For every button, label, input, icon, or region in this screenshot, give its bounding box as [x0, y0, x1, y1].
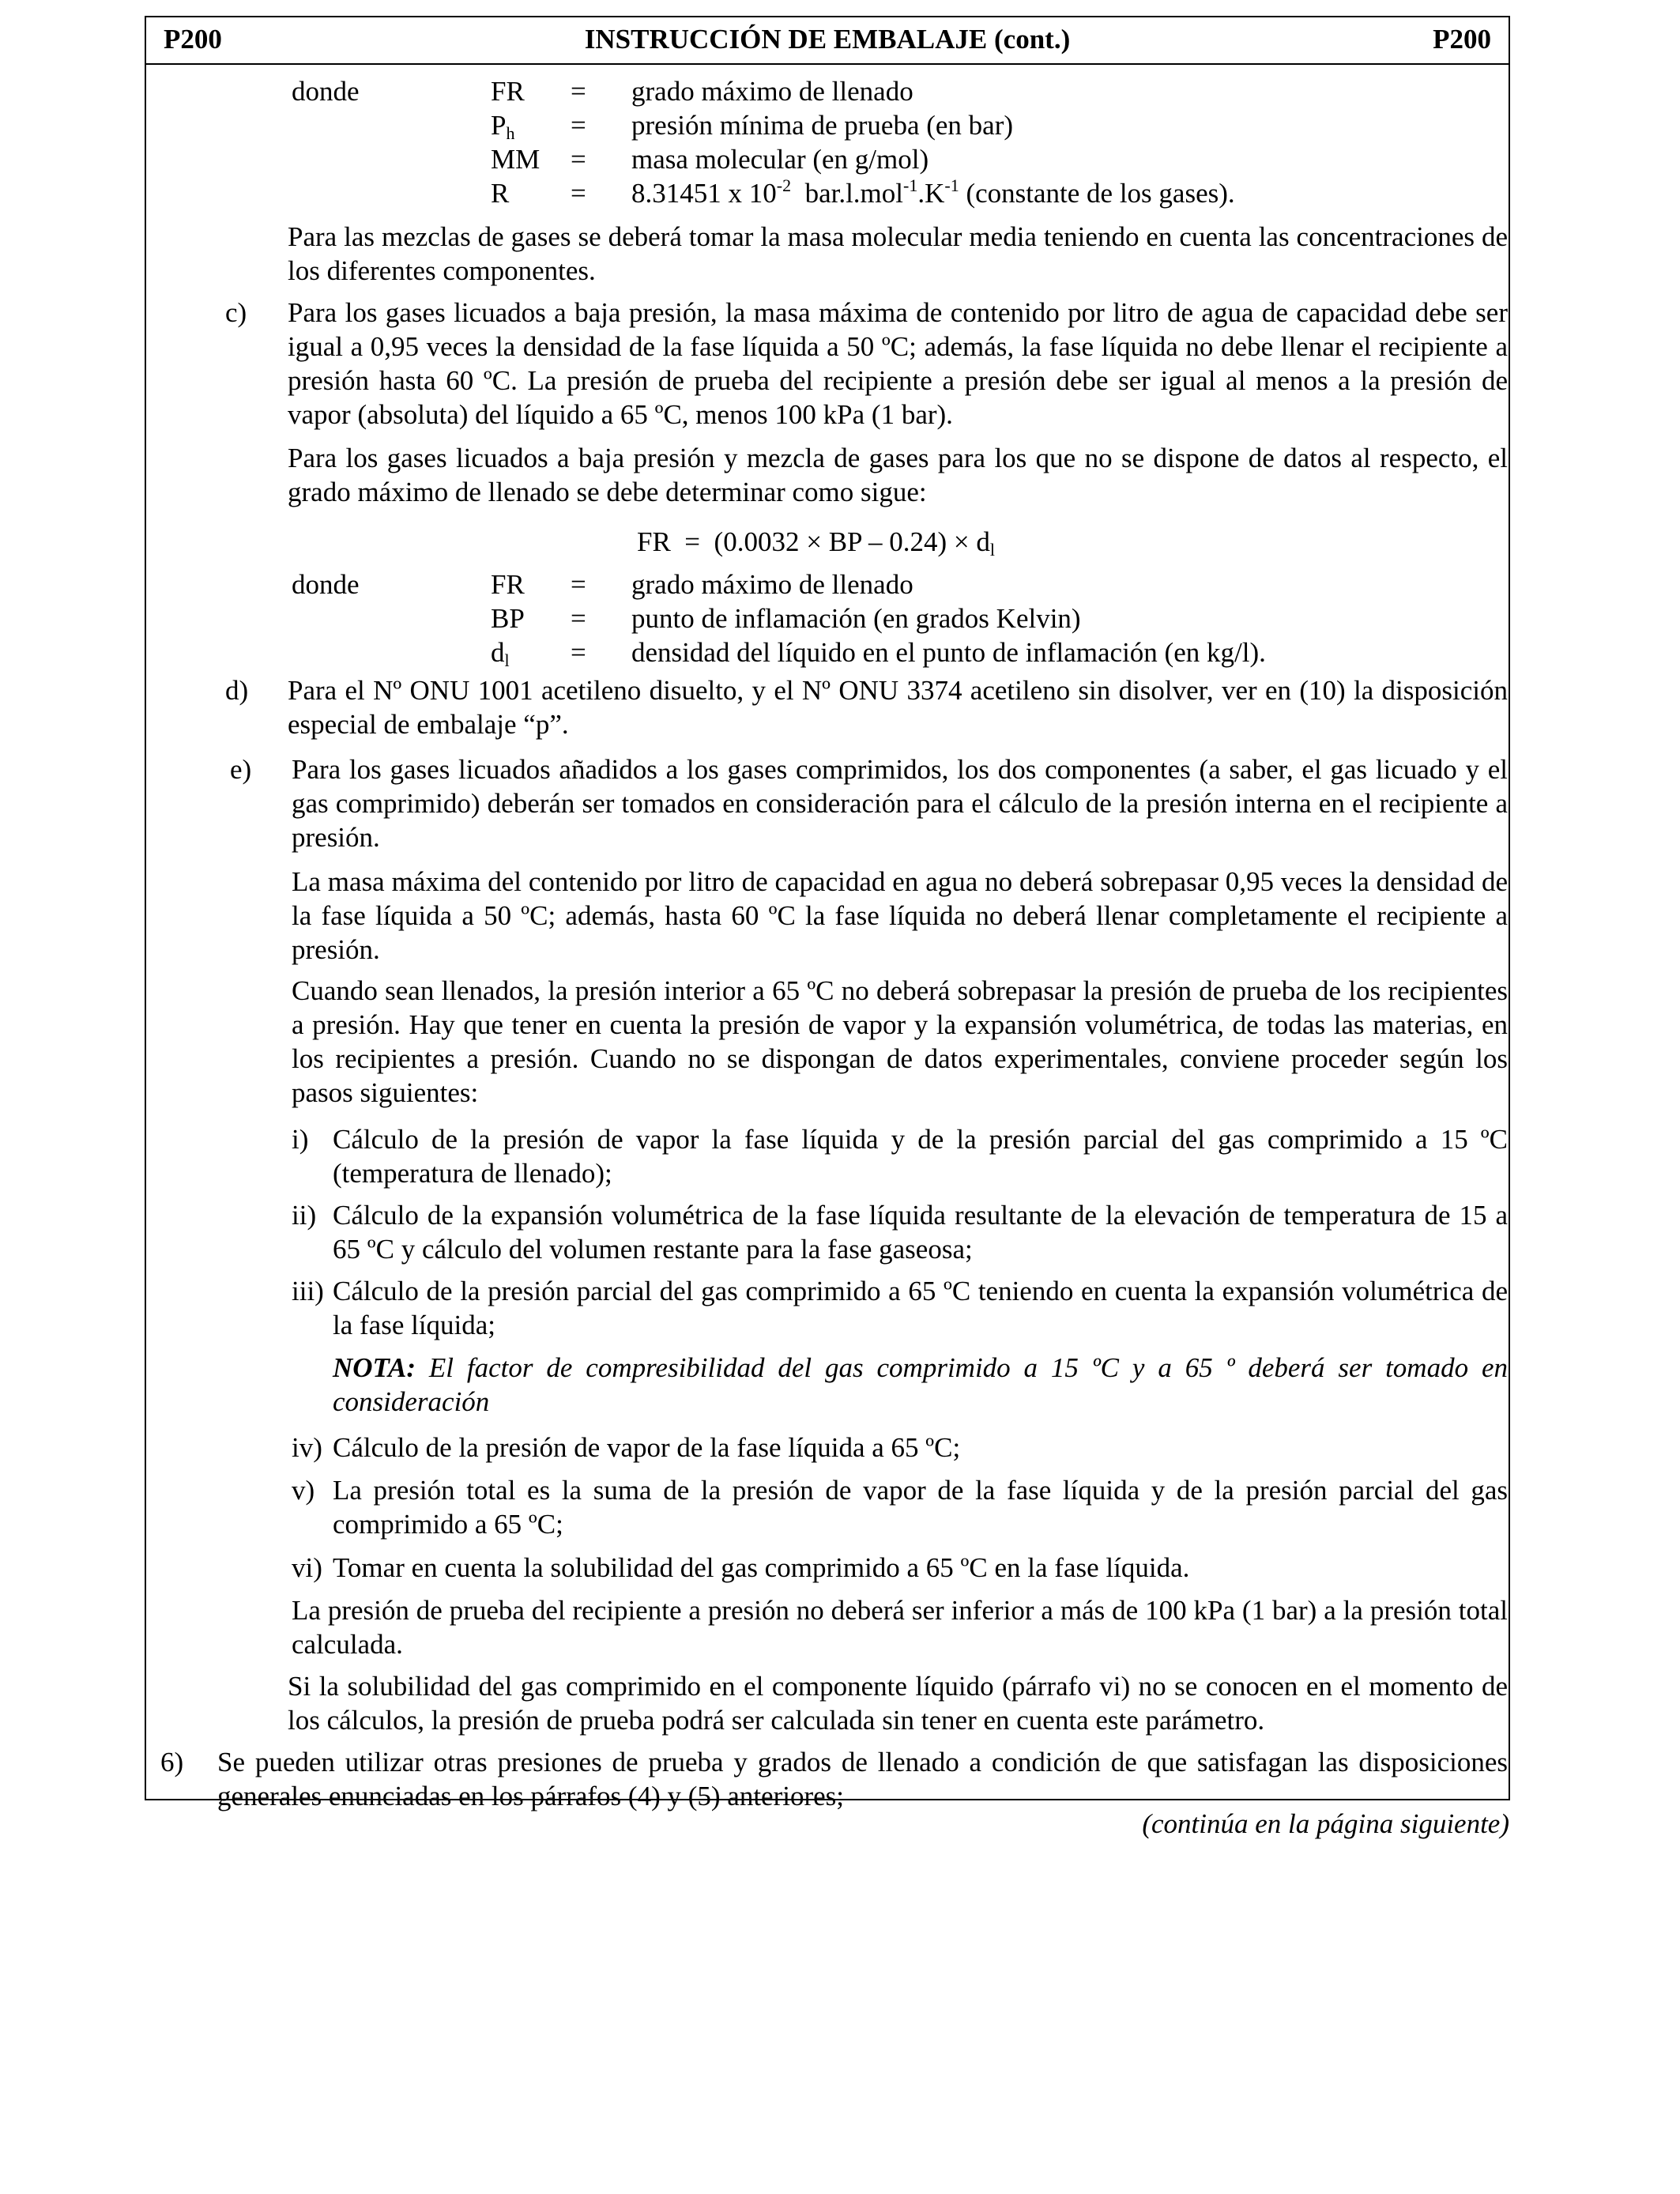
def-description: grado máximo de llenado	[631, 569, 913, 600]
header-title: INSTRUCCIÓN DE EMBALAJE (cont.)	[584, 24, 1071, 55]
item-e-label: e)	[230, 754, 252, 785]
item-e-paragraph-5: Si la solubilidad del gas comprimido en el componente líquido (párrafo vi) no se conocen en el momento de los cálculos, la presión de prueba podrá ser calculada sin tener en cuenta este parámetro.	[288, 1671, 1508, 1736]
step-text: Tomar en cuenta la solubilidad del gas comprimido a 65 ºC en la fase líquida.	[333, 1552, 1190, 1583]
table-header	[146, 17, 1509, 65]
def-description: grado máximo de llenado	[631, 76, 913, 107]
step-label: i)	[292, 1124, 309, 1155]
item-e-paragraph-1: Para los gases licuados añadidos a los gases comprimidos, los dos componentes (a saber, el gas licuado y el gas comprimido) deberán ser tomados en consideración para el cálculo de la presión interna en el recipiente a presión.	[292, 754, 1508, 853]
continued-note: (continúa en la página siguiente)	[1142, 1808, 1509, 1839]
item-6-paragraph: Se pueden utilizar otras presiones de prueba y grados de llenado a condición de que satisfagan las disposiciones generales enunciadas en los párrafos (4) y (5) anteriores;	[217, 1747, 1508, 1811]
item-e-paragraph-2: La masa máxima del contenido por litro de capacidad en agua no deberá sobrepasar 0,95 veces la densidad de la fase líquida a 50 ºC; además, hasta 60 ºC la fase líquida no deberá llenar completamente el recipiente a presión.	[292, 866, 1508, 965]
def-symbol	[491, 635, 510, 669]
def-equals: =	[571, 569, 586, 600]
item-d-label: d)	[225, 675, 249, 706]
step-label: vi)	[292, 1552, 322, 1583]
item-6-label: 6)	[160, 1747, 184, 1777]
item-c-paragraph-1: Para los gases licuados a baja presión, la masa máxima de contenido por litro de agua de capacidad debe ser igual a 0,95 veces la densidad de la fase líquida a 50 ºC; además, la fase líquida no debe llenar el recipiente a presión hasta 60 ºC. La presión de prueba del recipiente a presión debe ser igual al menos a la presión de vapor (absoluta) del líquido a 65 ºC, menos 100 kPa (1 bar).	[288, 297, 1508, 430]
def-equals: =	[571, 178, 586, 209]
note-paragraph	[333, 1351, 1508, 1419]
header-code-right: P200	[1433, 24, 1491, 55]
def-symbol-subscript: h	[506, 123, 515, 143]
note-text: El factor de compresibilidad del gas comprimido a 15 ºC y a 65 º deberá ser tomado en consideración	[333, 1352, 1508, 1417]
item-d-paragraph: Para el Nº ONU 1001 acetileno disuelto, y el Nº ONU 3374 acetileno sin disolver, ver en (10) la disposición especial de embalaje “p”.	[288, 675, 1508, 740]
step-label: ii)	[292, 1200, 317, 1231]
item-c-label: c)	[225, 297, 247, 328]
def-symbol: MM	[491, 144, 541, 175]
donde-label: donde	[292, 76, 360, 107]
def-symbol: FR	[491, 76, 525, 107]
def-description: presión mínima de prueba (en bar)	[631, 110, 1014, 141]
def-description: punto de inflamación (en grados Kelvin)	[631, 603, 1081, 634]
item-e-paragraph-4: La presión de prueba del recipiente a presión no deberá ser inferior a más de 100 kPa (1 bar) a la presión total calculada.	[292, 1595, 1508, 1660]
def-symbol: R	[491, 178, 510, 209]
def-equals: =	[571, 637, 586, 668]
step-text: Cálculo de la presión de vapor de la fase líquida a 65 ºC;	[333, 1432, 961, 1463]
step-text: La presión total es la suma de la presión de vapor de la fase líquida y de la presión parcial del gas comprimido a 65 ºC;	[333, 1475, 1508, 1540]
header-code-left: P200	[164, 24, 222, 55]
step-label: v)	[292, 1475, 315, 1506]
donde-label: donde	[292, 569, 360, 600]
def-equals: =	[571, 603, 586, 634]
def-equals: =	[571, 110, 586, 141]
step-label: iv)	[292, 1432, 322, 1463]
step-label: iii)	[292, 1276, 324, 1306]
def-description: densidad del líquido en el punto de inflamación (en kg/l).	[631, 637, 1266, 668]
item-c-paragraph-2: Para los gases licuados a baja presión y mezcla de gases para los que no se dispone de datos al respecto, el grado máximo de llenado se debe determinar como sigue:	[288, 443, 1508, 507]
step-text: Cálculo de la presión de vapor la fase líquida y de la presión parcial del gas comprimido a 15 ºC (temperatura de llenado);	[333, 1124, 1508, 1189]
step-text: Cálculo de la presión parcial del gas comprimido a 65 ºC teniendo en cuenta la expansión volumétrica de la fase líquida;	[333, 1276, 1508, 1340]
gas-mixture-paragraph: Para las mezclas de gases se deberá tomar la masa molecular media teniendo en cuenta las concentraciones de los diferentes componentes.	[288, 221, 1508, 286]
def-symbol	[491, 108, 514, 142]
note-label: NOTA:	[333, 1352, 416, 1383]
def-description: masa molecular (en g/mol)	[631, 144, 929, 175]
gas-constant-value: 8.31451 x $10^{-2}$ $bar.l.mol^{-1}.K^{-1}$ (constante de los gases).	[631, 175, 1235, 209]
item-e-paragraph-3: Cuando sean llenados, la presión interior a 65 ºC no deberá sobrepasar la presión de prueba de los recipientes a presión. Hay que tener en cuenta la presión de vapor y la expansión volumétrica, de todas las materias, en los recipientes a presión. Cuando no se dispongan de datos experimentales, conviene proceder según los pasos siguientes:	[292, 975, 1508, 1108]
def-equals: =	[571, 76, 586, 107]
filling-ratio-formula: FR = (0.0032 × BP – $0.24) \times d_l$	[637, 526, 995, 560]
def-symbol-base: P	[491, 110, 507, 141]
def-symbol-base: d	[491, 637, 505, 668]
step-text: Cálculo de la expansión volumétrica de la fase líquida resultante de la elevación de temperatura de 15 a 65 ºC y cálculo del volumen restante para la fase gaseosa;	[333, 1200, 1508, 1265]
def-symbol-subscript: l	[504, 650, 510, 670]
def-equals: =	[571, 144, 586, 175]
def-symbol: BP	[491, 603, 525, 634]
def-symbol: FR	[491, 569, 525, 600]
